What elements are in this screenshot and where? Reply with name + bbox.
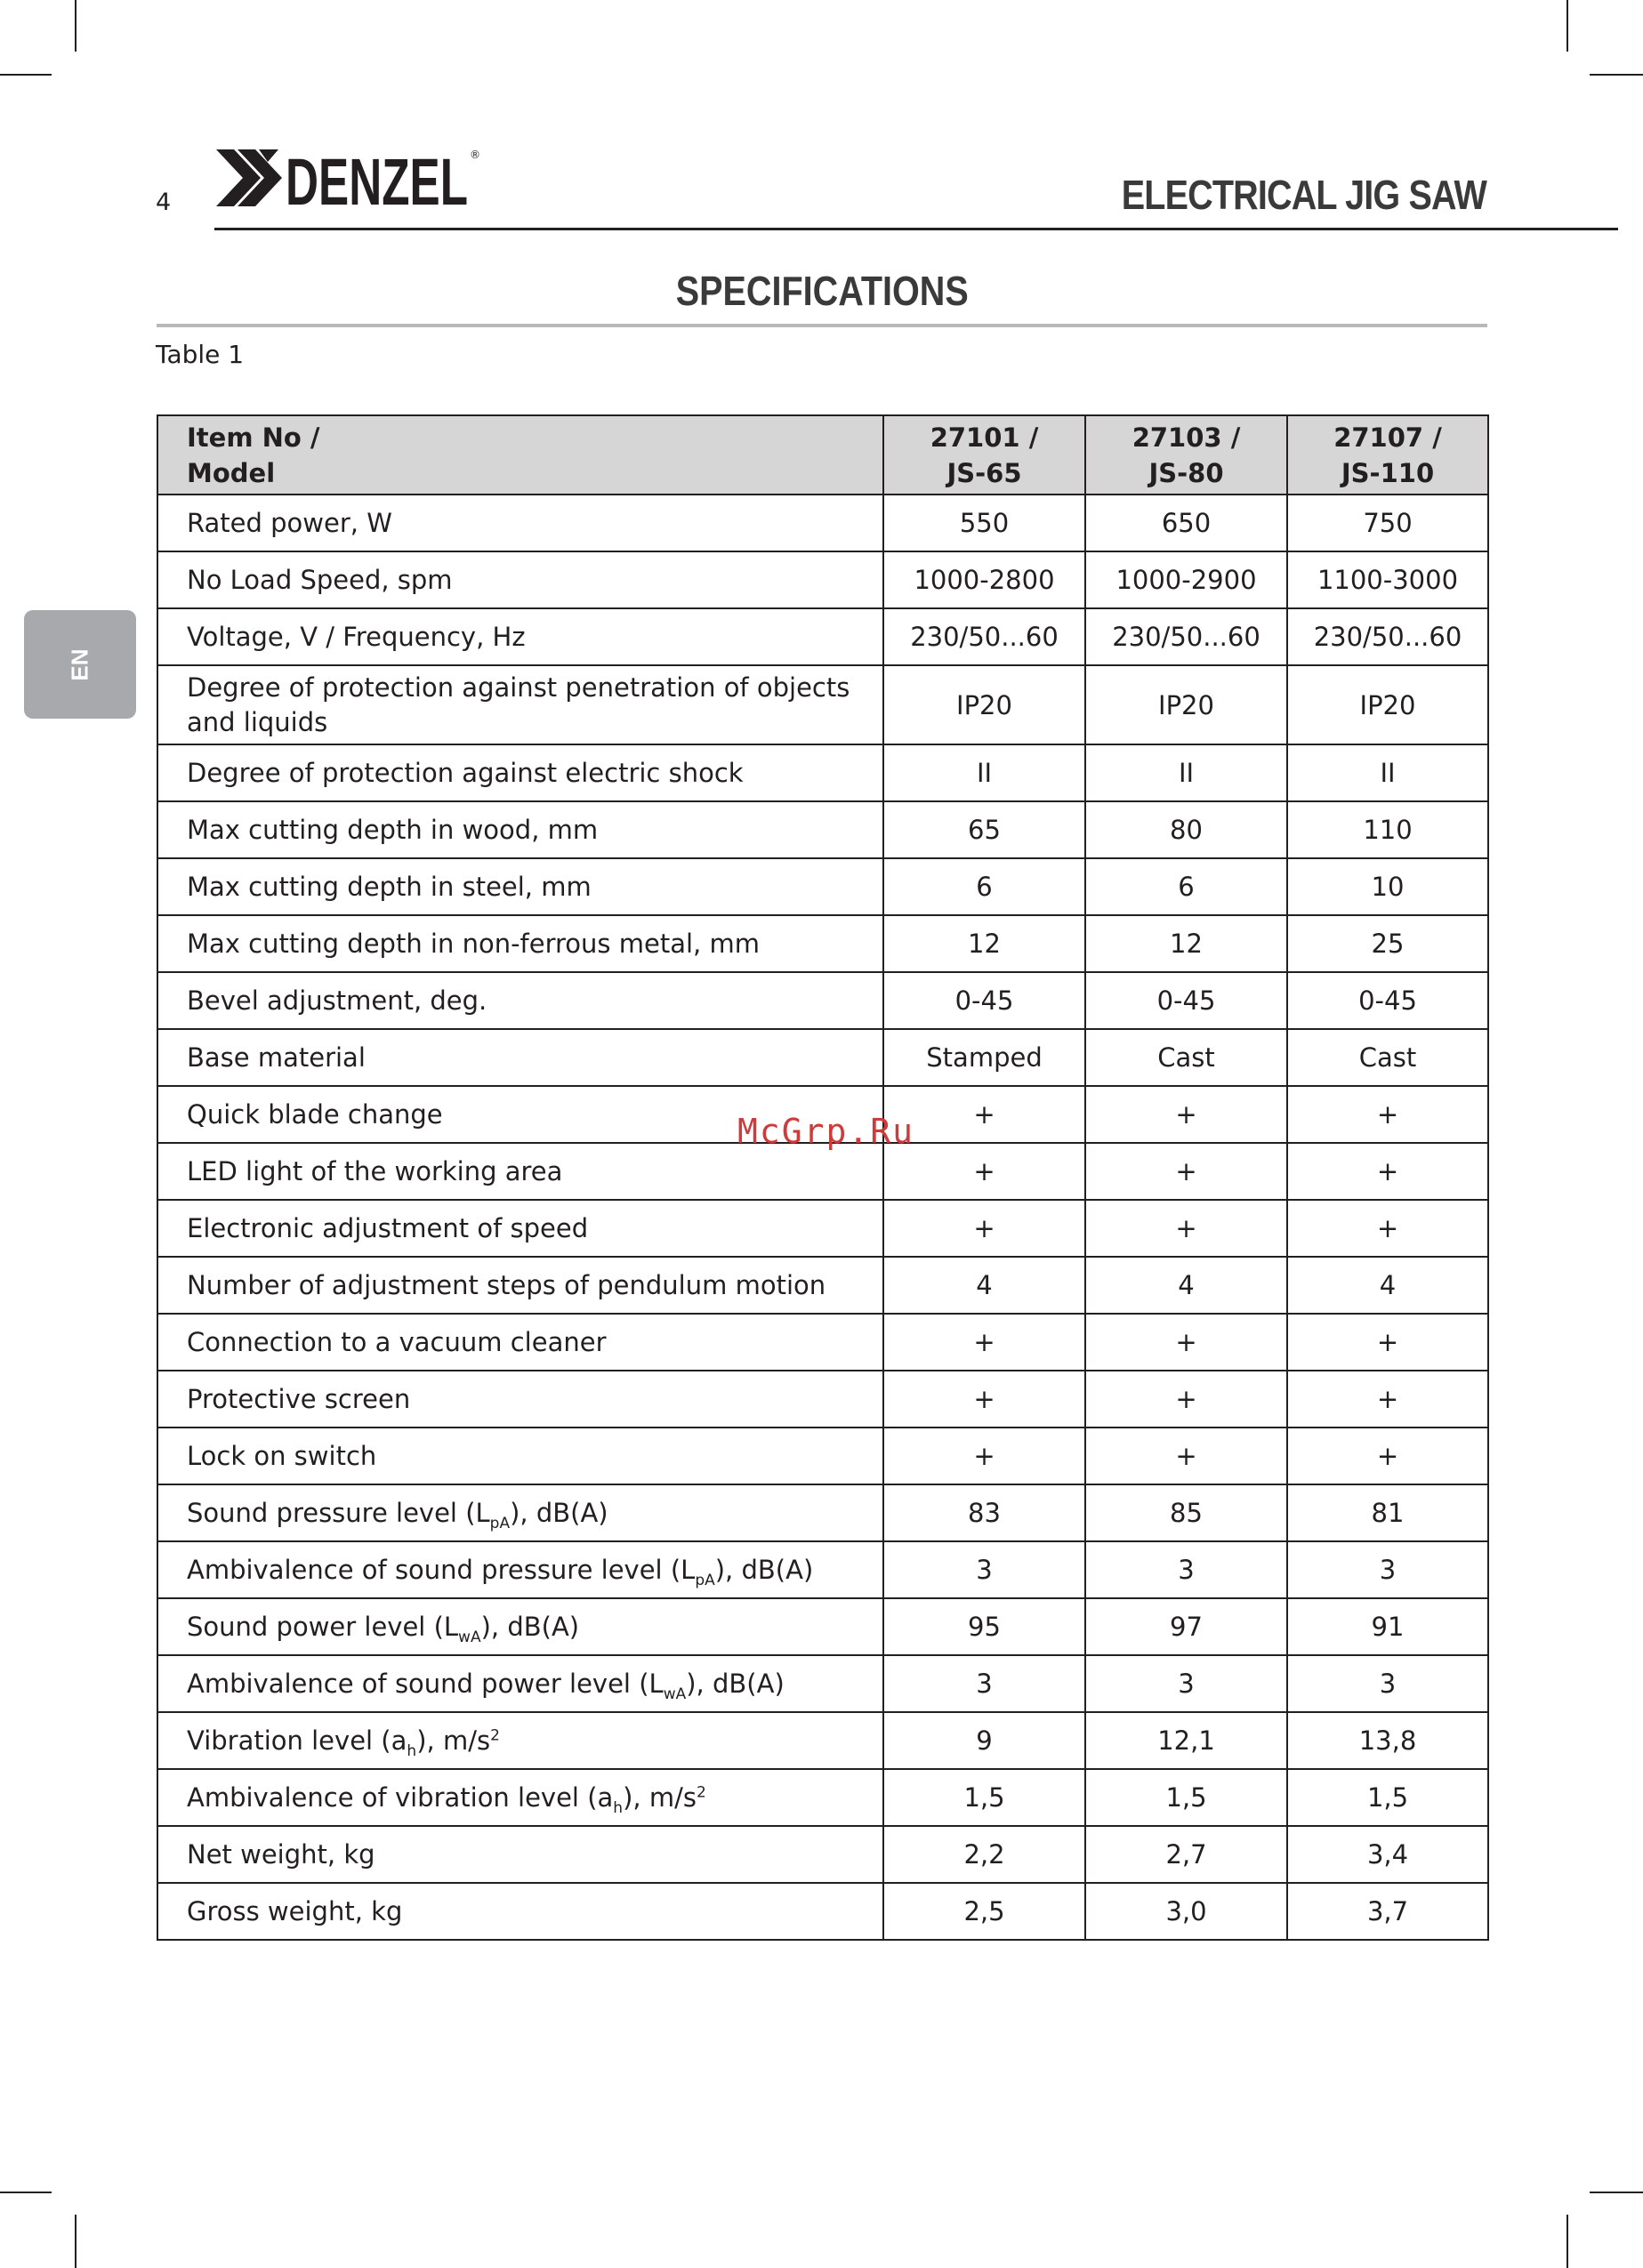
value-cell: + [883,1428,1085,1484]
parameter-cell: Base material [157,1029,883,1086]
table-row [157,608,1488,665]
value-cell: Cast [1287,1029,1488,1086]
value-cell: Cast [1085,1029,1287,1086]
value-cell: 80 [1085,801,1287,858]
crop-mark [1566,0,1568,52]
parameter-cell: Lock on switch [157,1428,883,1484]
parameter-cell: Voltage, V / Frequency, Hz [157,608,883,665]
parameter-cell: Electronic adjustment of speed [157,1200,883,1257]
table-header-row [157,415,1488,495]
value-cell: 0-45 [1287,972,1488,1029]
crop-mark [1566,2215,1568,2268]
value-cell: 3,0 [1085,1883,1287,1940]
parameter-cell: Connection to a vacuum cleaner [157,1314,883,1371]
value-cell: II [1287,744,1488,801]
value-cell: Stamped [883,1029,1085,1086]
table-row [157,1826,1488,1883]
table-row [157,1143,1488,1200]
table-row [157,972,1488,1029]
parameter-cell: Sound power level $(L_{wA})$, dB(A) [157,1598,883,1655]
value-cell: 9 [883,1712,1085,1769]
header-divider [214,228,1618,230]
table-row [157,1883,1488,1940]
value-cell: 97 [1085,1598,1287,1655]
table-row [157,1541,1488,1598]
value-cell: 95 [883,1598,1085,1655]
table-row [157,1712,1488,1769]
parameter-cell: Vibration level $(a_h)$, $m/s^2$ [157,1712,883,1769]
parameter-cell: Max cutting depth in non-ferrous metal, mm [157,915,883,972]
value-cell: 3,4 [1287,1826,1488,1883]
table-row [157,495,1488,551]
value-cell: 3 [883,1541,1085,1598]
table-row [157,801,1488,858]
value-cell: 230/50...60 [1085,608,1287,665]
value-cell: + [1085,1143,1287,1200]
value-cell: + [883,1200,1085,1257]
value-cell: 3 [1287,1541,1488,1598]
value-cell: 4 [1085,1257,1287,1314]
value-cell: + [1287,1428,1488,1484]
value-cell: 650 [1085,495,1287,551]
value-cell: + [883,1314,1085,1371]
crop-mark [0,74,52,76]
table-row [157,1484,1488,1541]
parameter-cell: Sound pressure level $(L_{pA})$, dB(A) [157,1484,883,1541]
brand-name: DENZEL [286,145,468,219]
value-cell: 12 [1085,915,1287,972]
value-cell: 3,7 [1287,1883,1488,1940]
table-row [157,1769,1488,1826]
value-cell: 230/50...60 [883,608,1085,665]
value-cell: 750 [1287,495,1488,551]
value-cell: 3 [883,1655,1085,1712]
value-cell: II [883,744,1085,801]
model-header-cell: 27103 / JS-80 [1085,415,1287,495]
value-cell: + [1287,1086,1488,1143]
parameter-cell: Quick blade change [157,1086,883,1143]
value-cell: 12 [883,915,1085,972]
value-cell: 3 [1085,1541,1287,1598]
parameter-cell: LED light of the working area [157,1143,883,1200]
value-cell: IP20 [1085,665,1287,744]
document-title: ELECTRICAL JIG SAW [1121,172,1486,218]
value-cell: + [1287,1200,1488,1257]
value-cell: + [883,1086,1085,1143]
brand-logo [214,142,481,224]
value-cell: 25 [1287,915,1488,972]
crop-mark [75,2215,77,2268]
value-cell: 10 [1287,858,1488,915]
value-cell: 3 [1085,1655,1287,1712]
parameter-cell: Gross weight, kg [157,1883,883,1940]
table-caption: Table 1 [156,340,245,369]
value-cell: 2,7 [1085,1826,1287,1883]
value-cell: + [1085,1200,1287,1257]
value-cell: + [1287,1371,1488,1428]
parameter-cell: Rated power, W [157,495,883,551]
value-cell: + [1085,1314,1287,1371]
crop-mark [1590,74,1643,76]
value-cell: 1000-2800 [883,551,1085,608]
table-row [157,1200,1488,1257]
registered-mark: ® [470,149,480,161]
value-cell: + [1085,1371,1287,1428]
value-cell: IP20 [1287,665,1488,744]
section-title: SPECIFICATIONS [675,268,969,314]
value-cell: 81 [1287,1484,1488,1541]
parameter-cell: Net weight, kg [157,1826,883,1883]
parameter-cell: Ambivalence of sound pressure level $(L_{pA})$, dB(A) [157,1541,883,1598]
parameter-cell: No Load Speed, spm [157,551,883,608]
value-cell: 91 [1287,1598,1488,1655]
table-row [157,1371,1488,1428]
value-cell: 4 [883,1257,1085,1314]
watermark: McGrp.Ru [737,1112,915,1151]
value-cell: 550 [883,495,1085,551]
value-cell: + [1287,1314,1488,1371]
table-row [157,744,1488,801]
value-cell: IP20 [883,665,1085,744]
value-cell: 1100-3000 [1287,551,1488,608]
value-cell: 230/50...60 [1287,608,1488,665]
value-cell: 1,5 [1287,1769,1488,1826]
table-row [157,1257,1488,1314]
value-cell: + [1287,1143,1488,1200]
language-tab: EN [24,610,136,719]
value-cell: 110 [1287,801,1488,858]
value-cell: 12,1 [1085,1712,1287,1769]
parameter-cell: Bevel adjustment, deg. [157,972,883,1029]
value-cell: II [1085,744,1287,801]
value-cell: 4 [1287,1257,1488,1314]
parameter-cell: Max cutting depth in wood, mm [157,801,883,858]
value-cell: + [883,1371,1085,1428]
value-cell: 65 [883,801,1085,858]
value-cell: + [883,1143,1085,1200]
value-cell: 85 [1085,1484,1287,1541]
value-cell: 2,5 [883,1883,1085,1940]
table-row [157,1655,1488,1712]
value-cell: 1000-2900 [1085,551,1287,608]
section-divider [157,324,1487,327]
model-header-cell: 27101 / JS-65 [883,415,1085,495]
parameter-cell: Ambivalence of vibration level $(a_h)$, $m/s^2$ [157,1769,883,1826]
table-row [157,1029,1488,1086]
value-cell: 6 [883,858,1085,915]
value-cell: 3 [1287,1655,1488,1712]
parameter-cell: Degree of protection against electric shock [157,744,883,801]
table-row [157,1428,1488,1484]
table-row [157,858,1488,915]
page-number: 4 [156,189,172,216]
value-cell: + [1085,1086,1287,1143]
model-header-cell: 27107 / JS-110 [1287,415,1488,495]
table-row [157,1314,1488,1371]
table-row [157,915,1488,972]
parameter-cell: Ambivalence of sound power level $(L_{wA})$, dB(A) [157,1655,883,1712]
value-cell: 2,2 [883,1826,1085,1883]
table-row [157,1598,1488,1655]
parameter-cell: Degree of protection against penetration of objects and liquids [157,665,883,744]
parameter-cell: Max cutting depth in steel, mm [157,858,883,915]
parameter-cell: Number of adjustment steps of pendulum motion [157,1257,883,1314]
value-cell: 1,5 [883,1769,1085,1826]
crop-mark [75,0,77,52]
table-row [157,665,1488,744]
value-cell: 1,5 [1085,1769,1287,1826]
specifications-table [157,414,1489,1941]
value-cell: 6 [1085,858,1287,915]
crop-mark [1590,2192,1643,2193]
value-cell: 83 [883,1484,1085,1541]
value-cell: 13,8 [1287,1712,1488,1769]
value-cell: 0-45 [883,972,1085,1029]
header-label-cell: Item No / Model [157,415,883,495]
parameter-cell: Protective screen [157,1371,883,1428]
crop-mark [0,2192,52,2193]
value-cell: 0-45 [1085,972,1287,1029]
value-cell: + [1085,1428,1287,1484]
table-row [157,551,1488,608]
logo-mark-icon [216,149,282,206]
